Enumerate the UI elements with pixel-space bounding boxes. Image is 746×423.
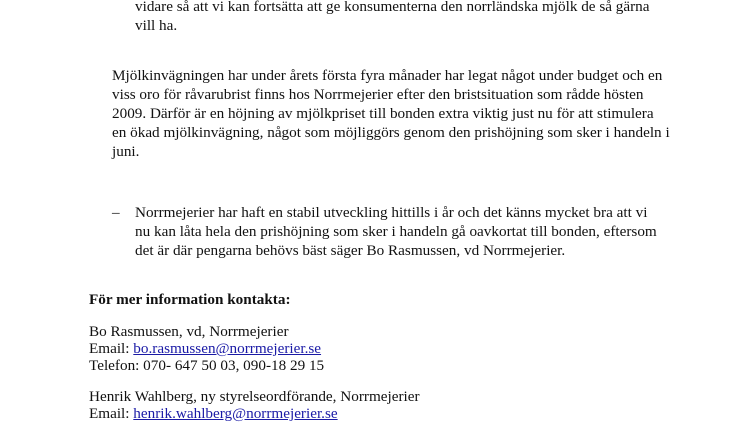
contact-name-1: Bo Rasmussen, vd, Norrmejerier: [89, 323, 289, 340]
text-line: det är där pengarna behövs bäst säger Bo Rasmussen, vd Norrmejerier.: [135, 242, 566, 259]
text-line: viss oro för råvarubrist finns hos Norrmejerier efter den bristsituation som rådde hösten: [112, 86, 644, 103]
text-line: nu kan låta hela den prishöjning som sker i handeln gå oavkortat till bonden, eftersom: [135, 223, 657, 240]
email-label: Email:: [89, 340, 134, 357]
contact-phone-1: Telefon: 070- 647 50 03, 090-18 29 15: [89, 357, 325, 374]
email-label: Email:: [89, 405, 134, 422]
text-line: en ökad mjölkinvägning, något som möjliggörs genom den prishöjning som sker i handeln i: [112, 124, 670, 141]
email-link-1[interactable]: bo.rasmussen@norrmejerier.se: [133, 340, 322, 357]
body-paragraph: [112, 66, 712, 161]
intro-continuation: [135, 0, 695, 35]
text-line: 2009. Därför är en höjning av mjölkpriset till bonden extra viktig just nu för att stimulera: [112, 105, 654, 122]
text-line: Norrmejerier har haft en stabil utveckling hittills i år och det känns mycket bra att vi: [135, 204, 648, 221]
text-line: juni.: [112, 143, 140, 160]
contact-heading: För mer information kontakta:: [89, 291, 291, 308]
text-line: Mjölkinvägningen har under årets första fyra månader har legat något under budget och en: [112, 67, 663, 84]
text-line: vidare så att vi kan fortsätta att ge konsumenterna den norrländska mjölk de så gärna: [135, 0, 650, 15]
email-link-2[interactable]: henrik.wahlberg@norrmejerier.se: [133, 405, 338, 422]
bullet-dash: –: [112, 204, 120, 221]
text-line: vill ha.: [135, 17, 178, 34]
quote-paragraph: [135, 203, 695, 260]
contact-email-row-2: [89, 404, 338, 423]
contact-name-2: Henrik Wahlberg, ny styrelseordförande, Norrmejerier: [89, 388, 420, 405]
